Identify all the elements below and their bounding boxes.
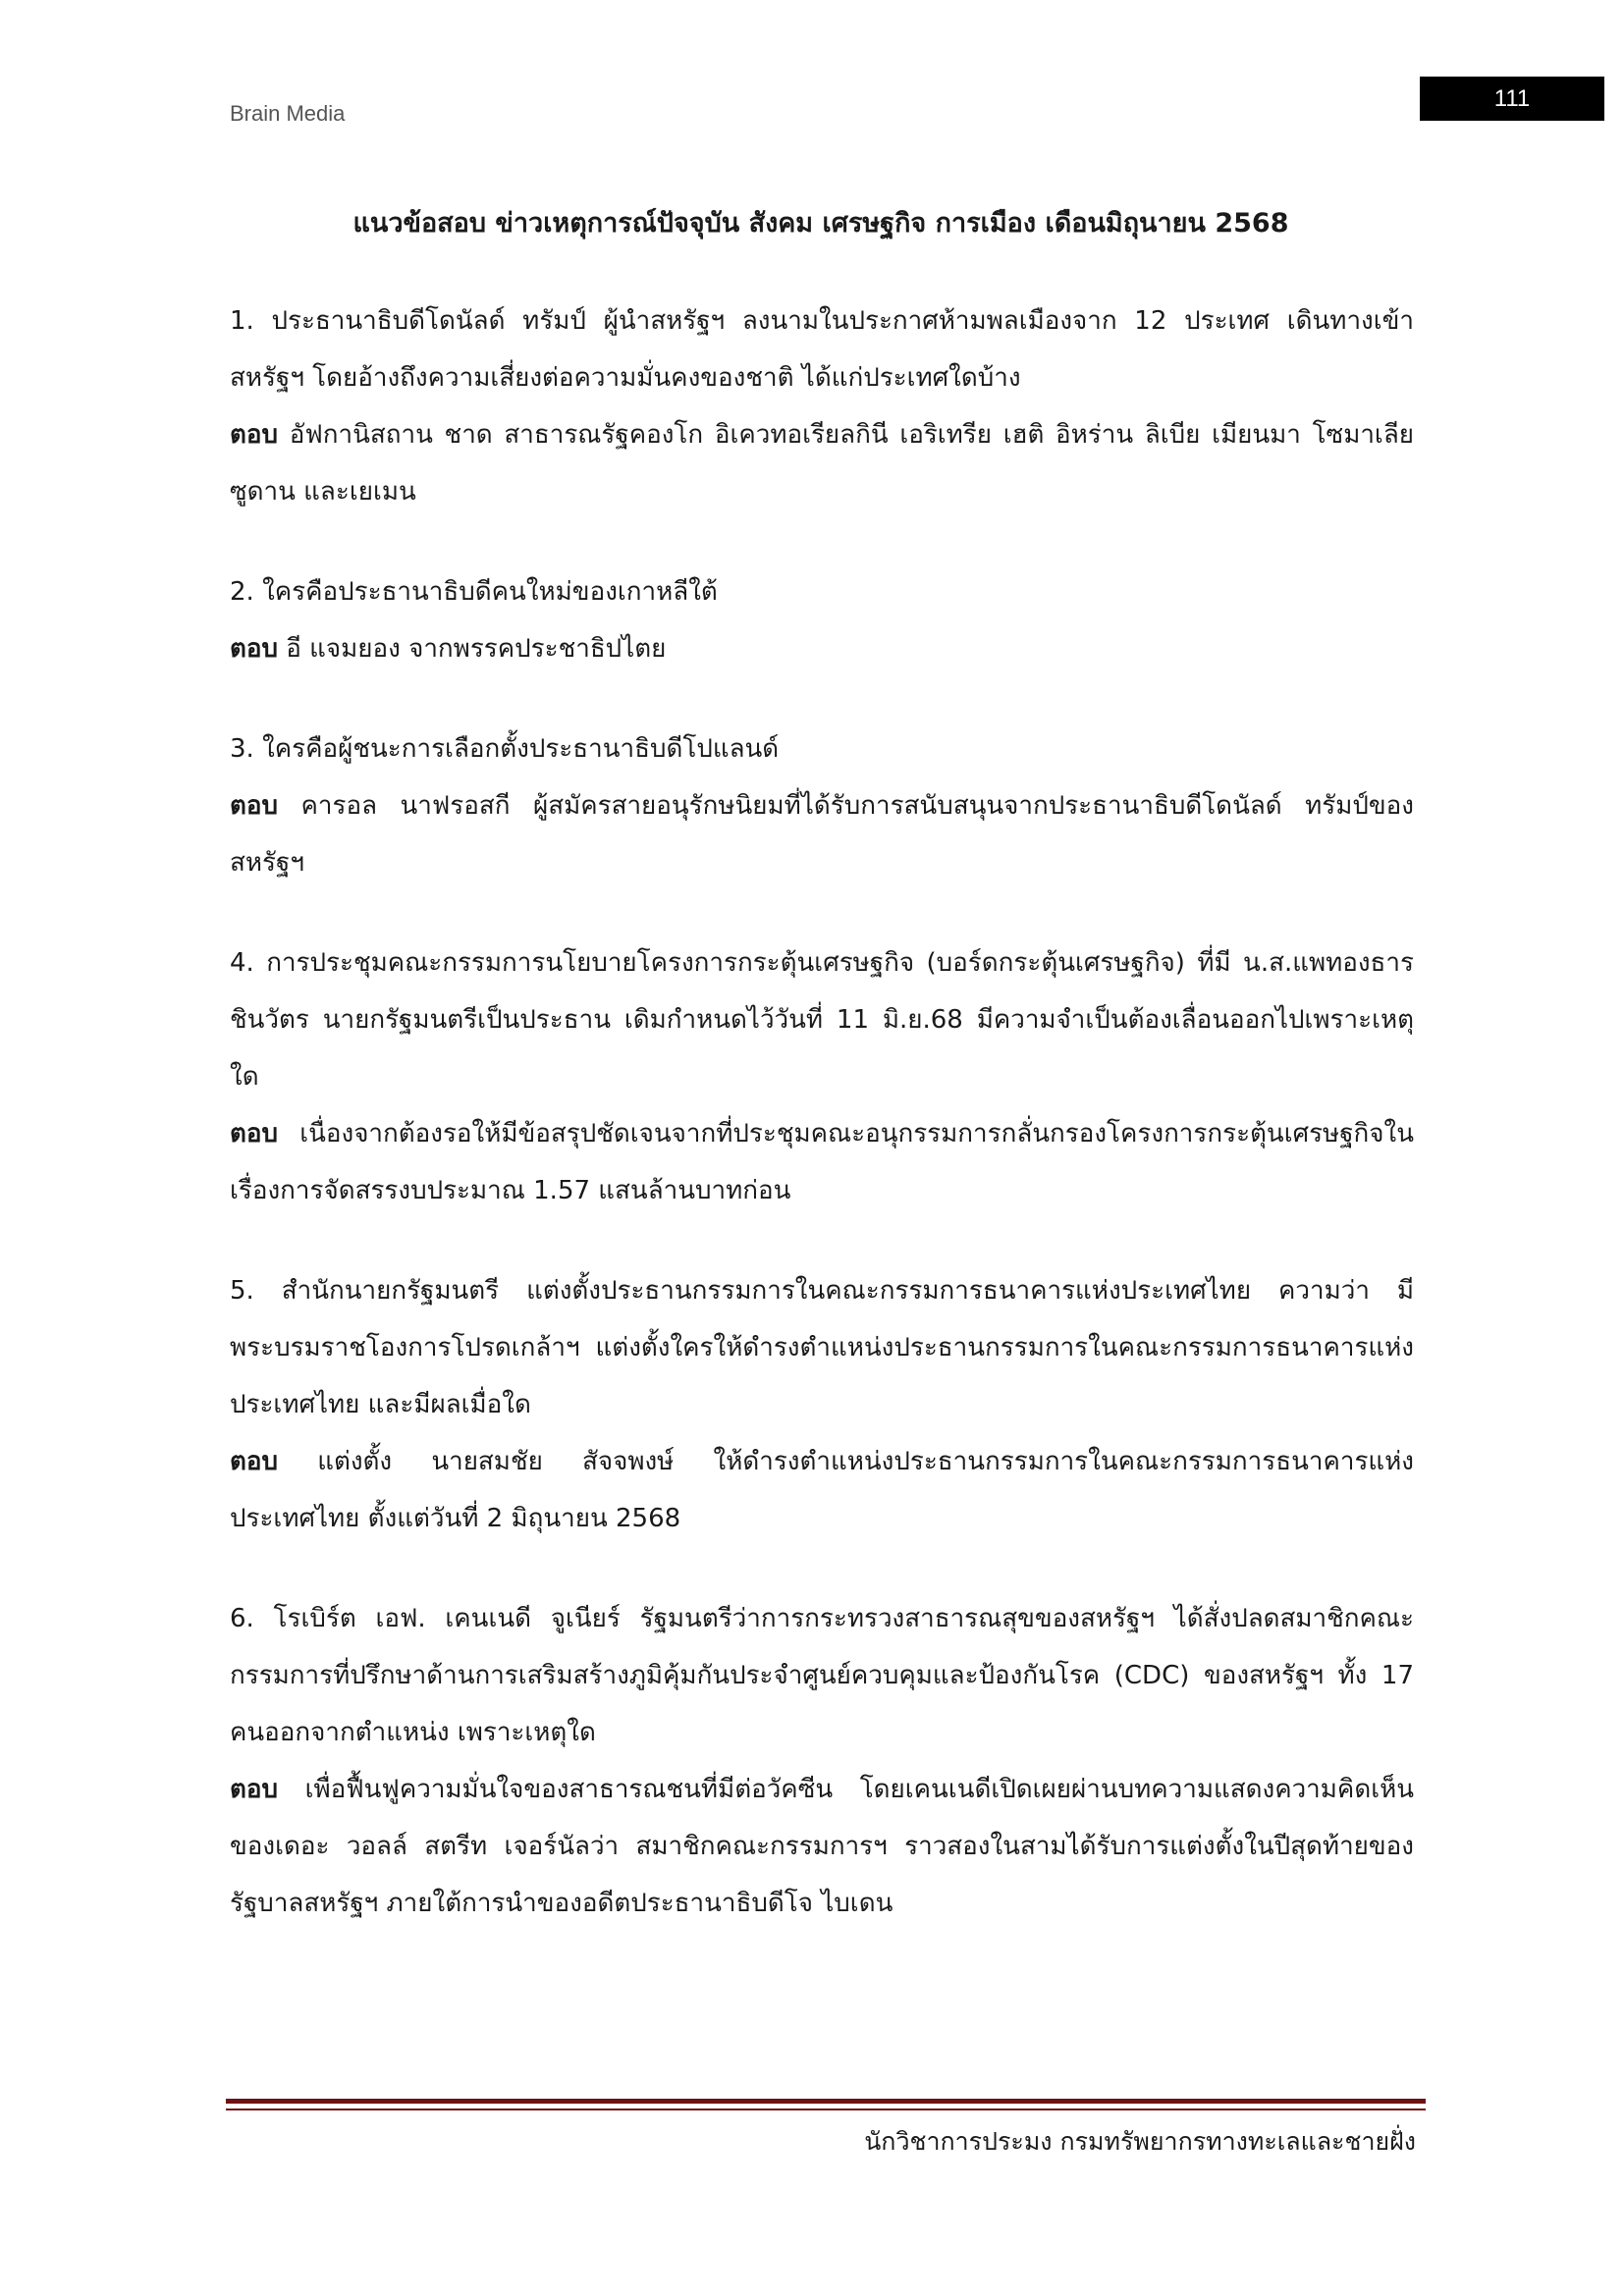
answer-label: ตอบ: [230, 634, 279, 664]
document-title: แนวข้อสอบ ข่าวเหตุการณ์ปัจจุบัน สังคม เศรษฐกิจ การเมือง เดือนมิถุนายน 2568: [352, 208, 1289, 239]
answer-paragraph: [230, 406, 1414, 520]
answer-paragraph: [230, 620, 1414, 677]
question-text: 3. ใครคือผู้ชนะการเลือกตั้งประธานาธิบดีโปแลนด์: [230, 734, 780, 764]
qa-item-6: [230, 1590, 1414, 1932]
qa-item-3: [230, 721, 1414, 891]
answer-label: ตอบ: [230, 1775, 279, 1804]
question-text: 4. การประชุมคณะกรรมการนโยบายโครงการกระตุ้นเศรษฐกิจ (บอร์ดกระตุ้นเศรษฐกิจ) ที่มี น.ส.แพทองธาร ชินวัตร นายกรัฐมนตรีเป็นประธาน เดิมกำหนดไว้วันที่ 11 มิ.ย.68 มีความจำเป็นต้องเลื่อนออกไปเพราะเหตุใด: [230, 948, 1414, 1092]
question-list: [230, 293, 1414, 1975]
page-number-badge: 111: [1420, 77, 1604, 121]
qa-item-1: [230, 293, 1414, 520]
question-text: 2. ใครคือประธานาธิบดีคนใหม่ของเกาหลีใต้: [230, 577, 718, 607]
answer-text: เพื่อฟื้นฟูความมั่นใจของสาธารณชนที่มีต่อวัคซีน โดยเคนเนดีเปิดเผยผ่านบทความแสดงความคิดเห็นของเดอะ วอลล์ สตรีท เจอร์นัลว่า สมาชิกคณะกรรมการฯ ราวสองในสามได้รับการแต่งตั้งในปีสุดท้ายของรัฐบาลสหรัฐฯ ภายใต้การนำของอดีตประธานาธิบดีโจ ไบเดน: [230, 1775, 1414, 1918]
brand-label: Brain Media: [230, 101, 346, 126]
answer-label: ตอบ: [230, 791, 279, 821]
answer-paragraph: [230, 1761, 1414, 1932]
answer-label: ตอบ: [230, 1119, 279, 1148]
question-text: 1. ประธานาธิบดีโดนัลด์ ทรัมป์ ผู้นำสหรัฐฯ ลงนามในประกาศห้ามพลเมืองจาก 12 ประเทศ เดินทางเข้าสหรัฐฯ โดยอ้างถึงความเสี่ยงต่อความมั่นคงของชาติ ได้แก่ประเทศใดบ้าง: [230, 306, 1414, 393]
question-text: 6. โรเบิร์ต เอฟ. เคนเนดี จูเนียร์ รัฐมนตรีว่าการกระทรวงสาธารณสุขของสหรัฐฯ ได้สั่งปลดสมาชิกคณะกรรมการที่ปรึกษาด้านการเสริมสร้างภูมิคุ้มกันประจำศูนย์ควบคุมและป้องกันโรค (CDC) ของสหรัฐฯ ทั้ง 17 คนออกจากตำแหน่ง เพราะเหตุใด: [230, 1604, 1414, 1747]
answer-text: อัฟกานิสถาน ชาด สาธารณรัฐคองโก อิเควทอเรียลกินี เอริเทรีย เฮติ อิหร่าน ลิเบีย เมียนมา โซมาเลีย ซูดาน และเยเมน: [230, 420, 1414, 507]
qa-item-2: [230, 563, 1414, 677]
answer-text: คารอล นาฟรอสกี ผู้สมัครสายอนุรักษนิยมที่ได้รับการสนับสนุนจากประธานาธิบดีโดนัลด์ ทรัมป์ของสหรัฐฯ: [230, 791, 1414, 878]
question-text: 5. สำนักนายกรัฐมนตรี แต่งตั้งประธานกรรมการในคณะกรรมการธนาคารแห่งประเทศไทย ความว่า มีพระบรมราชโองการโปรดเกล้าฯ แต่งตั้งใครให้ดำรงตำแหน่งประธานกรรมการในคณะกรรมการธนาคารแห่งประเทศไทย และมีผลเมื่อใด: [230, 1276, 1414, 1419]
qa-item-4: [230, 934, 1414, 1219]
answer-text: อี แจมยอง จากพรรคประชาธิปไตย: [278, 634, 667, 664]
answer-label: ตอบ: [230, 1447, 279, 1476]
answer-text: เนื่องจากต้องรอให้มีข้อสรุปชัดเจนจากที่ประชุมคณะอนุกรรมการกลั่นกรองโครงการกระตุ้นเศรษฐกิจในเรื่องการจัดสรรงบประมาณ 1.57 แสนล้านบาทก่อน: [230, 1119, 1414, 1205]
answer-label: ตอบ: [230, 420, 279, 450]
answer-paragraph: [230, 1433, 1414, 1547]
qa-item-5: [230, 1262, 1414, 1547]
footer-divider-thick: [226, 2099, 1426, 2104]
answer-paragraph: [230, 777, 1414, 891]
footer-divider-thin: [226, 2109, 1426, 2110]
footer-author: นักวิชาการประมง กรมทรัพยากรทางทะเลและชายฝั่ง: [864, 2127, 1416, 2156]
answer-paragraph: [230, 1105, 1414, 1219]
answer-text: แต่งตั้ง นายสมชัย สัจจพงษ์ ให้ดำรงตำแหน่งประธานกรรมการในคณะกรรมการธนาคารแห่งประเทศไทย ตั้งแต่วันที่ 2 มิถุนายน 2568: [230, 1447, 1414, 1533]
